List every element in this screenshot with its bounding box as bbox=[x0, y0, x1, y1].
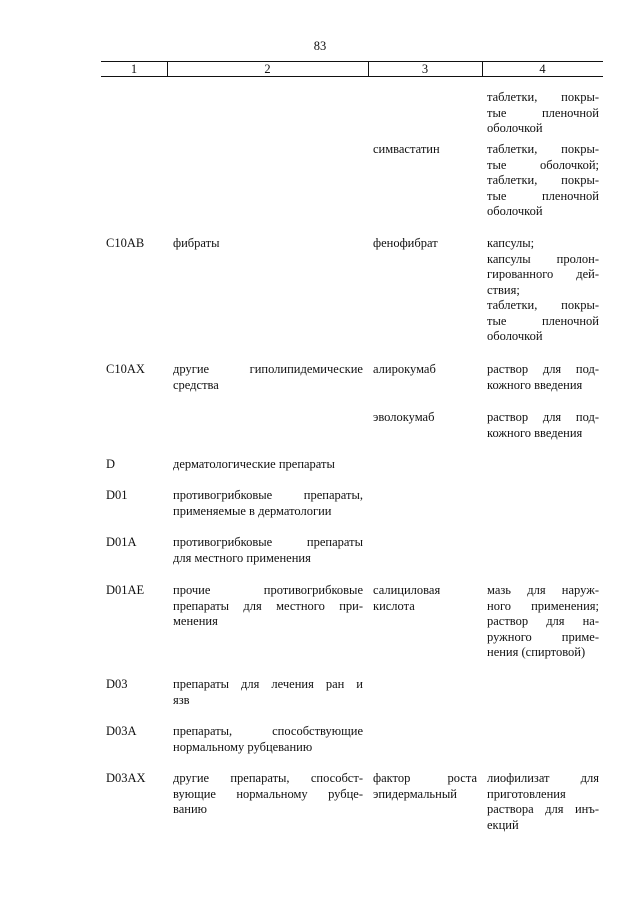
dosage-form-line: приготовления bbox=[487, 786, 566, 801]
active-substance-line: фенофибрат bbox=[373, 236, 438, 250]
dosage-form-line: тые пленочной bbox=[487, 313, 599, 328]
pharmacological-group-line: противогрибковые препараты bbox=[173, 535, 363, 549]
header-col-2: 2 bbox=[264, 62, 271, 76]
atc-code-cell bbox=[106, 362, 164, 378]
pharmacological-group-cell bbox=[173, 535, 363, 566]
dosage-form-line: тые пленочной bbox=[487, 188, 599, 203]
dosage-form-line: кожного введения bbox=[487, 425, 583, 440]
atc-code-line: C10AX bbox=[106, 362, 145, 376]
pharmacological-group-line: менения bbox=[173, 614, 218, 628]
dosage-form-line: гированного дей- bbox=[487, 267, 599, 281]
page-number: 83 bbox=[313, 39, 327, 53]
dosage-form-line: оболочкой bbox=[487, 121, 543, 135]
active-substance-line: алирокумаб bbox=[373, 362, 436, 376]
pharmacological-group-cell bbox=[173, 457, 363, 473]
pharmacological-group-line: нормальному рубцеванию bbox=[173, 739, 313, 754]
dosage-form-line: ного применения; bbox=[487, 598, 599, 613]
atc-code-cell bbox=[106, 583, 164, 599]
dosage-form-line: лиофилизат для bbox=[487, 771, 599, 785]
atc-code-cell bbox=[106, 677, 164, 693]
active-substance-cell bbox=[373, 583, 477, 614]
dosage-form-line: раствора для инъ- bbox=[487, 802, 599, 816]
dosage-form-cell bbox=[487, 90, 599, 137]
atc-code-line: D01A bbox=[106, 535, 137, 549]
pharmacological-group-cell bbox=[173, 724, 363, 755]
pharmacological-group-line: противогрибковые препараты, bbox=[173, 488, 363, 502]
dosage-form-cell bbox=[487, 771, 599, 833]
pharmacological-group-line: другие препараты, способст- bbox=[173, 771, 363, 785]
pharmacological-group-line: фибраты bbox=[173, 236, 220, 250]
active-substance-line: фактор роста bbox=[373, 771, 477, 785]
atc-code-cell bbox=[106, 457, 164, 473]
dosage-form-line: екций bbox=[487, 817, 519, 832]
atc-code-line: D bbox=[106, 457, 116, 471]
dosage-form-line: таблетки, покры- bbox=[487, 142, 599, 156]
atc-code-line: D03 bbox=[106, 677, 128, 691]
pharmacological-group-line: вующие нормальному рубце- bbox=[173, 786, 363, 801]
dosage-form-cell bbox=[487, 362, 599, 393]
pharmacological-group-line: ванию bbox=[173, 802, 208, 816]
header-col-1: 1 bbox=[130, 62, 138, 76]
pharmacological-group-line: прочие противогрибковые bbox=[173, 583, 363, 597]
pharmacological-group-line: средства bbox=[173, 377, 219, 392]
pharmacological-group-cell bbox=[173, 488, 363, 519]
pharmacological-group-line: препараты, способствующие bbox=[173, 724, 363, 738]
active-substance-cell bbox=[373, 142, 477, 158]
atc-code-cell bbox=[106, 535, 164, 551]
dosage-form-line: раствор для под- bbox=[487, 410, 599, 424]
active-substance-line: симвастатин bbox=[373, 142, 440, 156]
dosage-form-cell bbox=[487, 142, 599, 220]
pharmacological-group-cell bbox=[173, 236, 363, 252]
pharmacological-group-cell bbox=[173, 362, 363, 393]
atc-code-cell bbox=[106, 488, 164, 504]
header-col-3: 3 bbox=[421, 62, 429, 76]
active-substance-cell bbox=[373, 410, 477, 426]
pharmacological-group-line: препараты для лечения ран и bbox=[173, 677, 363, 691]
active-substance-line: эволокумаб bbox=[373, 410, 435, 424]
header-col-4: 4 bbox=[539, 62, 546, 76]
pharmacological-group-cell bbox=[173, 583, 363, 630]
dosage-form-line: раствор для под- bbox=[487, 362, 599, 376]
pharmacological-group-line: препараты для местного при- bbox=[173, 598, 363, 613]
active-substance-line: кислота bbox=[373, 598, 415, 613]
dosage-form-line: нения (спиртовой) bbox=[487, 645, 586, 659]
atc-code-line: D03A bbox=[106, 724, 137, 738]
dosage-form-cell bbox=[487, 583, 599, 661]
dosage-form-line: тые оболочкой; bbox=[487, 157, 599, 172]
dosage-form-line: оболочкой bbox=[487, 329, 543, 343]
dosage-form-cell bbox=[487, 236, 599, 345]
atc-code-line: C10AB bbox=[106, 236, 145, 250]
pharmacological-group-line: другие гиполипидемические bbox=[173, 362, 363, 376]
dosage-form-line: капсулы пролон- bbox=[487, 251, 599, 266]
atc-code-line: D01 bbox=[106, 488, 128, 502]
pharmacological-group-cell bbox=[173, 771, 363, 818]
pharmacological-group-cell bbox=[173, 677, 363, 708]
table-header bbox=[101, 61, 603, 77]
pharmacological-group-line: дерматологические препараты bbox=[173, 457, 335, 471]
dosage-form-line: ствия; bbox=[487, 282, 520, 297]
dosage-form-line: оболочкой bbox=[487, 204, 543, 218]
atc-code-cell bbox=[106, 236, 164, 252]
active-substance-cell bbox=[373, 771, 477, 802]
dosage-form-line: ружного приме- bbox=[487, 629, 599, 644]
atc-code-line: D03AX bbox=[106, 771, 146, 785]
atc-code-line: D01AE bbox=[106, 583, 145, 597]
active-substance-cell bbox=[373, 362, 477, 378]
atc-code-cell bbox=[106, 771, 164, 787]
atc-code-cell bbox=[106, 724, 164, 740]
pharmacological-group-line: для местного применения bbox=[173, 550, 311, 565]
active-substance-cell bbox=[373, 236, 477, 252]
dosage-form-line: таблетки, покры- bbox=[487, 90, 599, 104]
pharmacological-group-line: язв bbox=[173, 692, 190, 707]
pharmacological-group-line: применяемые в дерматологии bbox=[173, 503, 332, 518]
dosage-form-line: кожного введения bbox=[487, 377, 583, 392]
active-substance-line: салициловая bbox=[373, 583, 441, 597]
dosage-form-line: капсулы; bbox=[487, 236, 535, 250]
dosage-form-line: мазь для наруж- bbox=[487, 583, 599, 597]
dosage-form-line: таблетки, покры- bbox=[487, 298, 599, 312]
active-substance-line: эпидермальный bbox=[373, 786, 457, 801]
dosage-form-line: таблетки, покры- bbox=[487, 173, 599, 187]
dosage-form-cell bbox=[487, 410, 599, 441]
dosage-form-line: тые пленочной bbox=[487, 105, 599, 120]
dosage-form-line: раствор для на- bbox=[487, 614, 599, 628]
